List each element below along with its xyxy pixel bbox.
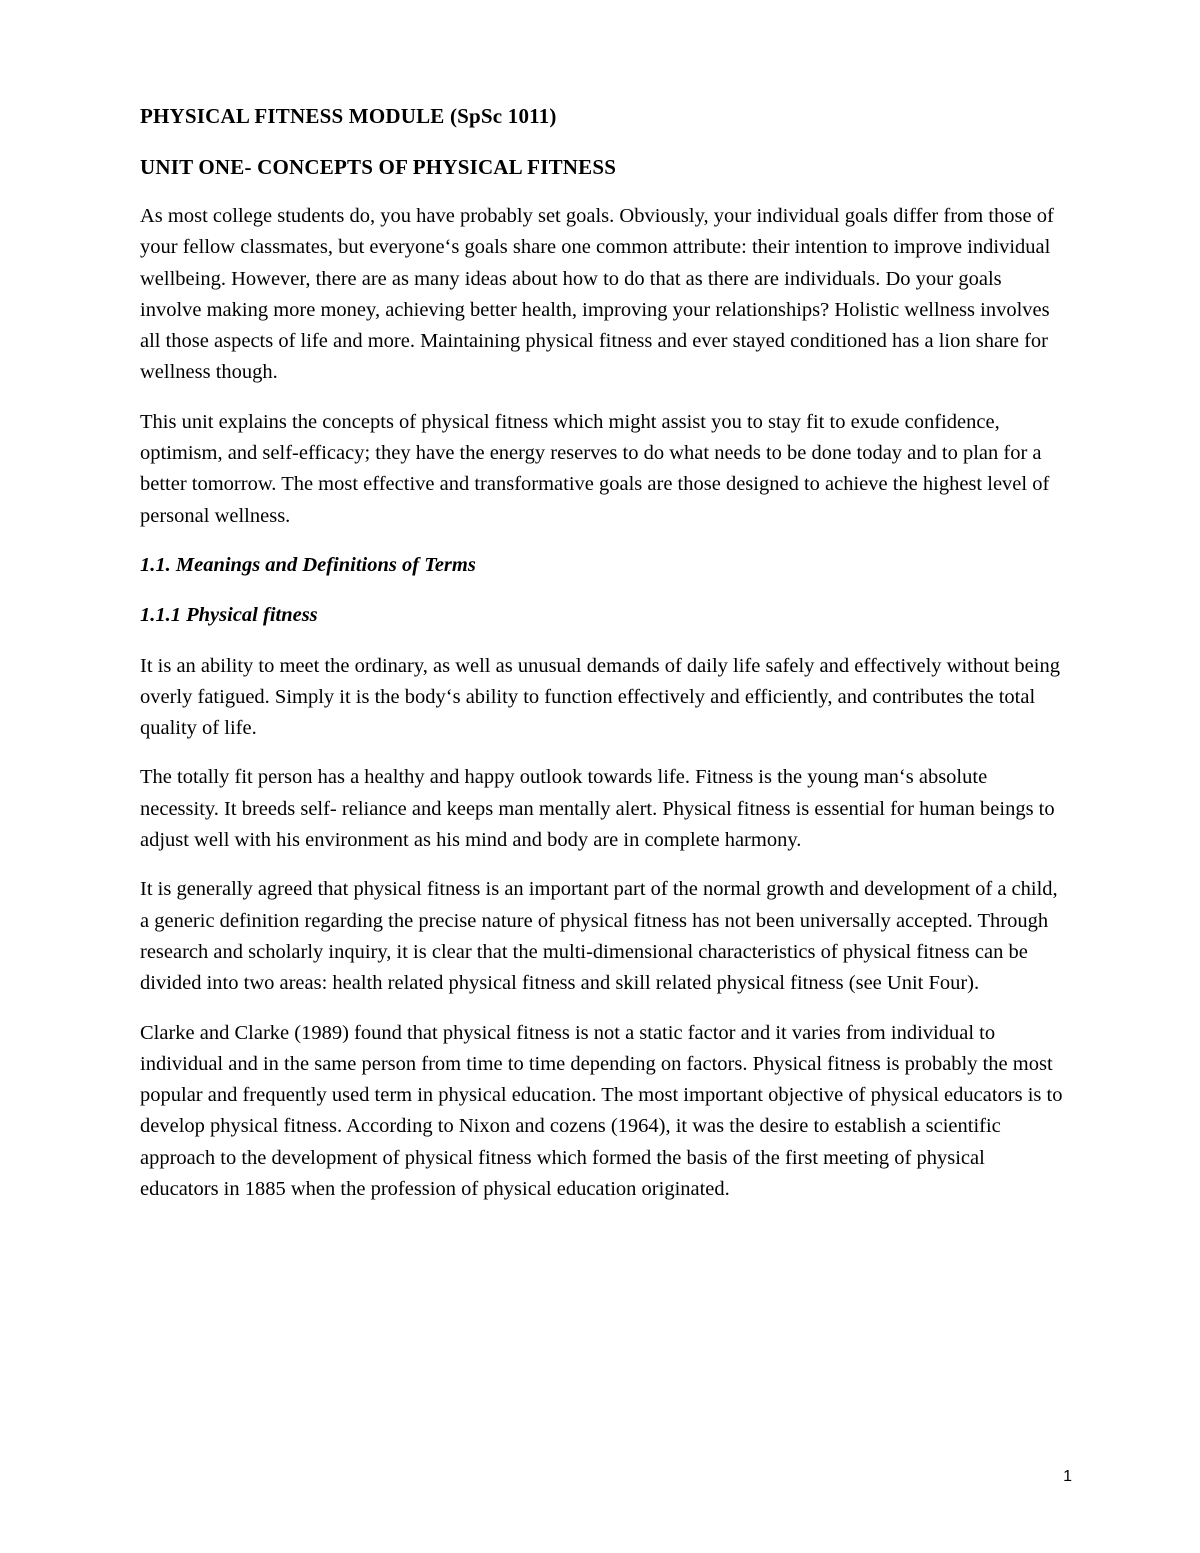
module-title: PHYSICAL FITNESS MODULE (SpSc 1011) [140, 104, 557, 128]
unit-heading: UNIT ONE- CONCEPTS OF PHYSICAL FITNESS [140, 155, 617, 179]
page-number: 1 [1063, 1468, 1072, 1485]
page-content [140, 101, 1065, 1223]
body-paragraph: The totally fit person has a healthy and happy outlook towards life. Fitness is the young man‘s absolute necessity. It breeds self- reliance and keeps man mentally alert. Physical fitness is essential for human beings to adjust well with his environment as his mind and body are in complete harmony. [140, 766, 1055, 852]
intro-paragraph: As most college students do, you have probably set goals. Obviously, your individual goals differ from those of your fellow classmates, but everyone‘s goals share one common attribute: their intention to improve individual wellbeing. However, there are as many ideas about how to do that as there are individuals. Do your goals involve making more money, achieving better health, improving your relationships? Holistic wellness involves all those aspects of life and more. Maintaining physical fitness and ever stayed conditioned has a lion share for wellness though. [140, 205, 1054, 384]
subsection-heading: 1.1.1 Physical fitness [140, 604, 318, 627]
body-paragraph: It is an ability to meet the ordinary, as well as unusual demands of daily life safely and effectively without being overly fatigued. Simply it is the body‘s ability to function effectively and efficiently, and contributes the total quality of life. [140, 654, 1060, 740]
section-heading: 1.1. Meanings and Definitions of Terms [140, 553, 476, 576]
body-paragraph: It is generally agreed that physical fitness is an important part of the normal growth and development of a child, a generic definition regarding the precise nature of physical fitness has not been universally accepted. Through research and scholarly inquiry, it is clear that the multi-dimensional characteristics of physical fitness can be divided into two areas: health related physical fitness and skill related physical fitness (see Unit Four). [140, 878, 1058, 995]
body-paragraph: Clarke and Clarke (1989) found that physical fitness is not a static factor and it varies from individual to individual and in the same person from time to time depending on factors. Physical fitness is probably the most popular and frequently used term in physical education. The most important objective of physical educators is to develop physical fitness. According to Nixon and cozens (1964), it was the desire to establish a scientific approach to the development of physical fitness which formed the basis of the first meeting of physical educators in 1885 when the profession of physical education originated. [140, 1021, 1063, 1201]
intro-paragraph: This unit explains the concepts of physical fitness which might assist you to stay fit to exude confidence, optimism, and self-efficacy; they have the energy reserves to do what needs to be done today and to plan for a better tomorrow. The most effective and transformative goals are those designed to achieve the highest level of personal wellness. [140, 410, 1050, 527]
